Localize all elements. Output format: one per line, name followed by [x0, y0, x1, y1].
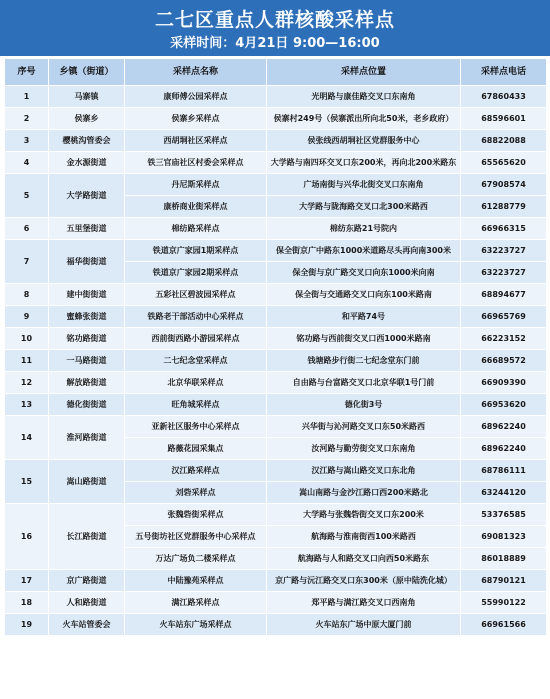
table-row — [5, 614, 547, 636]
site-phone: 68894677 — [461, 284, 547, 306]
row-number: 10 — [5, 328, 49, 350]
row-number: 12 — [5, 372, 49, 394]
site-location: 嵩山南路与金沙江路口西200米路北 — [267, 482, 461, 504]
site-phone: 55990122 — [461, 592, 547, 614]
table-row — [5, 152, 547, 174]
header-site-location: 采样点位置 — [267, 59, 461, 86]
site-name: 路薇花园采集点 — [125, 438, 267, 460]
row-number: 16 — [5, 504, 49, 570]
table-row — [5, 504, 547, 526]
row-number: 4 — [5, 152, 49, 174]
table-row — [5, 416, 547, 438]
town-name: 樱桃沟管委会 — [49, 130, 125, 152]
table-row — [5, 306, 547, 328]
site-location: 火车站东广场中原大厦门前 — [267, 614, 461, 636]
page-title: 二七区重点人群核酸采样点 — [154, 9, 395, 31]
title-banner — [0, 0, 550, 56]
site-phone: 63244120 — [461, 482, 547, 504]
site-name: 丹尼斯采样点 — [125, 174, 267, 196]
table-row — [5, 350, 547, 372]
site-location: 侯张线西胡垌社区党群服务中心 — [267, 130, 461, 152]
town-name: 建中街街道 — [49, 284, 125, 306]
site-name: 铁三官庙社区村委会采样点 — [125, 152, 267, 174]
site-phone: 61288779 — [461, 196, 547, 218]
site-phone: 68962240 — [461, 438, 547, 460]
site-location: 汝河路与勤劳街交叉口东南角 — [267, 438, 461, 460]
site-phone: 68596601 — [461, 108, 547, 130]
site-phone: 66961566 — [461, 614, 547, 636]
town-name: 福华街街道 — [49, 240, 125, 284]
row-number: 11 — [5, 350, 49, 372]
site-location: 大学路与张魏砦街交叉口东200米 — [267, 504, 461, 526]
site-name: 火车站东广场采样点 — [125, 614, 267, 636]
site-location: 保全街与京广路交叉口向东1000米向南 — [267, 262, 461, 284]
town-name: 蜜蜂张街道 — [49, 306, 125, 328]
row-number: 13 — [5, 394, 49, 416]
table-row — [5, 240, 547, 262]
town-name: 一马路街道 — [49, 350, 125, 372]
site-phone: 68822088 — [461, 130, 547, 152]
site-phone: 68962240 — [461, 416, 547, 438]
row-number: 19 — [5, 614, 49, 636]
table-row — [5, 460, 547, 482]
table-header-row — [5, 59, 547, 86]
site-name: 二七纪念堂采样点 — [125, 350, 267, 372]
site-phone: 68790121 — [461, 570, 547, 592]
site-name: 张魏砦街采样点 — [125, 504, 267, 526]
site-name: 中陆豫苑采样点 — [125, 570, 267, 592]
row-number: 3 — [5, 130, 49, 152]
site-location: 兴华街与沁河路交叉口东50米路西 — [267, 416, 461, 438]
site-location: 铭功路与西前街交叉口西1000米路南 — [267, 328, 461, 350]
table-row — [5, 130, 547, 152]
site-location: 郑平路与满江路交叉口西南角 — [267, 592, 461, 614]
town-name: 铭功路街道 — [49, 328, 125, 350]
row-number: 6 — [5, 218, 49, 240]
site-name: 西前街西路小游园采样点 — [125, 328, 267, 350]
site-name: 北京华联采样点 — [125, 372, 267, 394]
header-site-phone: 采样点电话 — [461, 59, 547, 86]
row-number: 8 — [5, 284, 49, 306]
site-name: 铁路老干部活动中心采样点 — [125, 306, 267, 328]
town-name: 嵩山路街道 — [49, 460, 125, 504]
site-phone: 68786111 — [461, 460, 547, 482]
row-number: 7 — [5, 240, 49, 284]
site-location: 光明路与康佳路交叉口东南角 — [267, 86, 461, 108]
row-number: 15 — [5, 460, 49, 504]
row-number: 2 — [5, 108, 49, 130]
site-name: 万达广场负二楼采样点 — [125, 548, 267, 570]
site-phone: 66965769 — [461, 306, 547, 328]
site-phone: 53376585 — [461, 504, 547, 526]
table-row — [5, 284, 547, 306]
town-name: 淮河路街道 — [49, 416, 125, 460]
site-name: 铁道京广家园2期采样点 — [125, 262, 267, 284]
table-row — [5, 372, 547, 394]
site-phone: 66689572 — [461, 350, 547, 372]
site-phone: 63223727 — [461, 262, 547, 284]
site-name: 侯寨乡采样点 — [125, 108, 267, 130]
row-number: 9 — [5, 306, 49, 328]
site-name: 西胡垌社区采样点 — [125, 130, 267, 152]
table-row — [5, 394, 547, 416]
site-name: 五彩社区碧波园采样点 — [125, 284, 267, 306]
site-location: 大学路与南四环交叉口东200米，再向北200米路东 — [267, 152, 461, 174]
table-body — [5, 86, 547, 636]
site-location: 航海路与人和路交叉口向西50米路东 — [267, 548, 461, 570]
site-phone: 63223727 — [461, 240, 547, 262]
table-row — [5, 592, 547, 614]
site-name: 旺角城采样点 — [125, 394, 267, 416]
header-town: 乡镇（街道） — [49, 59, 125, 86]
site-name: 亚新社区服务中心采样点 — [125, 416, 267, 438]
town-name: 火车站管委会 — [49, 614, 125, 636]
town-name: 大学路街道 — [49, 174, 125, 218]
site-phone: 67908574 — [461, 174, 547, 196]
sampling-sites-table — [4, 58, 547, 636]
header-no: 序号 — [5, 59, 49, 86]
site-location: 航海路与淮南街西100米路西 — [267, 526, 461, 548]
site-phone: 66953620 — [461, 394, 547, 416]
table-row — [5, 174, 547, 196]
town-name: 德化街街道 — [49, 394, 125, 416]
site-location: 京广路与沅江路交叉口东300米（原中陆洗化城） — [267, 570, 461, 592]
site-phone: 66966315 — [461, 218, 547, 240]
site-location: 广场南街与兴华北街交叉口东南角 — [267, 174, 461, 196]
row-number: 14 — [5, 416, 49, 460]
site-name: 铁道京广家园1期采样点 — [125, 240, 267, 262]
town-name: 金水源街道 — [49, 152, 125, 174]
header-site-name: 采样点名称 — [125, 59, 267, 86]
table-row — [5, 108, 547, 130]
page-subtitle: 采样时间：4月21日 9:00—16:00 — [170, 36, 380, 51]
row-number: 17 — [5, 570, 49, 592]
town-name: 人和路街道 — [49, 592, 125, 614]
table-row — [5, 570, 547, 592]
site-location: 钱塘路步行街二七纪念堂东门前 — [267, 350, 461, 372]
site-location: 自由路与台富路交叉口北京华联1号门前 — [267, 372, 461, 394]
site-location: 侯寨村249号（侯寨派出所向北50米，老乡政府） — [267, 108, 461, 130]
town-name: 马寨镇 — [49, 86, 125, 108]
site-phone: 86018889 — [461, 548, 547, 570]
site-name: 康师傅公园采样点 — [125, 86, 267, 108]
site-phone: 66909390 — [461, 372, 547, 394]
site-location: 大学路与陇海路交叉口北300米路西 — [267, 196, 461, 218]
row-number: 18 — [5, 592, 49, 614]
table-row — [5, 328, 547, 350]
site-location: 德化街3号 — [267, 394, 461, 416]
site-location: 保全街与交通路交叉口向东100米路南 — [267, 284, 461, 306]
site-name: 刘砦采样点 — [125, 482, 267, 504]
site-name: 五号街坊社区党群服务中心采样点 — [125, 526, 267, 548]
site-name: 康桥商业街采样点 — [125, 196, 267, 218]
site-phone: 67860433 — [461, 86, 547, 108]
site-location: 棉纺东路21号院内 — [267, 218, 461, 240]
site-name: 棉纺路采样点 — [125, 218, 267, 240]
town-name: 五里堡街道 — [49, 218, 125, 240]
site-name: 汉江路采样点 — [125, 460, 267, 482]
site-phone: 66223152 — [461, 328, 547, 350]
site-location: 汉江路与嵩山路交叉口东北角 — [267, 460, 461, 482]
site-name: 满江路采样点 — [125, 592, 267, 614]
row-number: 1 — [5, 86, 49, 108]
row-number: 5 — [5, 174, 49, 218]
site-location: 保全街京广中路东1000米道路尽头再向南300米 — [267, 240, 461, 262]
table-row — [5, 218, 547, 240]
table-row — [5, 86, 547, 108]
site-location: 和平路74号 — [267, 306, 461, 328]
town-name: 长江路街道 — [49, 504, 125, 570]
town-name: 京广路街道 — [49, 570, 125, 592]
site-phone: 69081323 — [461, 526, 547, 548]
town-name: 解放路街道 — [49, 372, 125, 394]
site-phone: 65565620 — [461, 152, 547, 174]
town-name: 侯寨乡 — [49, 108, 125, 130]
